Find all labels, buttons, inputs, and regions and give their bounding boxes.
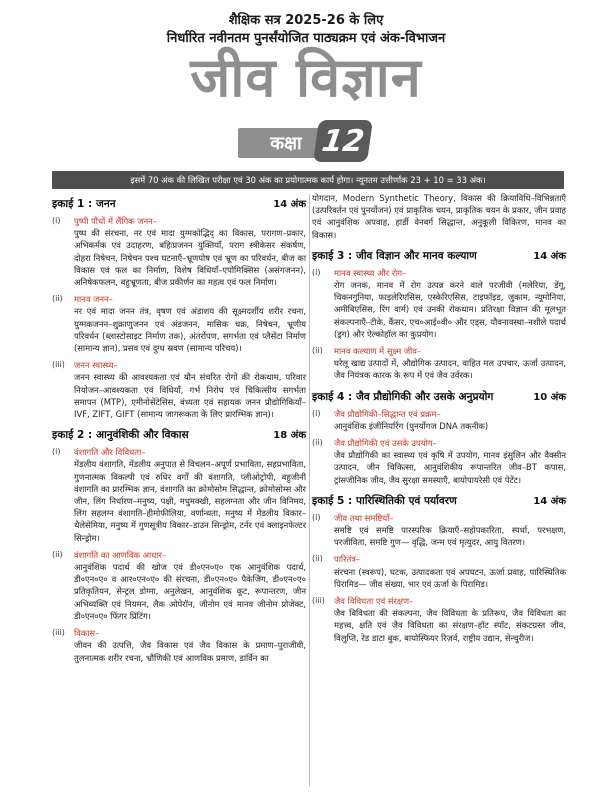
subsection-heading	[52, 293, 306, 305]
subsection-title: मानव स्वास्थ्य और रोग–	[334, 267, 407, 278]
unit-4-heading	[312, 390, 566, 405]
subsection-heading	[312, 553, 566, 565]
unit-2-heading	[52, 428, 306, 443]
unit-marks: 10 अंक	[533, 391, 566, 403]
left-column	[52, 194, 306, 664]
unit-3-heading	[312, 249, 566, 264]
unit-5-heading	[312, 494, 566, 509]
subsection-title: जैव विविधता एवं संरक्षण–	[334, 596, 414, 607]
subsection-heading	[312, 408, 566, 420]
subsection-title: जीव तथा समष्टियाँ–	[334, 512, 394, 523]
class-label: कक्षा	[238, 128, 334, 158]
subject-title: जीव विज्ञान	[190, 46, 422, 109]
subsection-title: मानव कल्याण में सूक्ष्म जीव–	[334, 346, 422, 357]
subsection-number: (i)	[312, 267, 321, 277]
subsection-heading	[52, 549, 306, 561]
unit-title: इकाई 1 : जनन	[52, 198, 116, 210]
subsection-number: (i)	[312, 408, 321, 418]
unit-marks: 14 अंक	[533, 495, 566, 507]
session-line: शैक्षिक सत्र 2025-26 के लिए	[228, 13, 384, 28]
subsection-number: (iii)	[312, 596, 325, 606]
subsection-text: जीवन की उत्पत्ति, जैव विकास एवं जैव विकास के प्रमाण–पुराजीवी, तुलनात्मक शरीर रचना, भ्रौणिकी एवं आणविक प्रमाण, डार्विन का	[74, 640, 306, 663]
subsection-number: (ii)	[312, 554, 323, 564]
subsection-number: (ii)	[312, 346, 323, 356]
subsection-text: घरेलू खाद्य उत्पादों में, औद्योगिक उत्पादन, वाहित मल उपचार, ऊर्जा उत्पादन, जैव नियंत्रक कारक के रूप में एवं जैव उर्वरक।	[334, 358, 566, 381]
subsection-text: समष्टि एवं समष्टि पारस्परिक क्रियाएँ–सहोपकारिता, स्पर्धा, परभक्षण, परजीविता, समष्टि गुण— वृद्धि, जन्म एवं मृत्युदर, आयु वितरण।	[334, 525, 566, 548]
subsection-text: मेंडलीय वंशागति, मेंडलीय अनुपात से विचलन–अपूर्ण प्रभाविता, सहप्रभाविता, गुणनात्मक विकल्पी एवं रुधिर वर्गों की वंशागति, प्लीओट्रोपी, बहुजीनी वंशागति का प्रारम्भिक ज्ञान, वंशागति का क्रोमोसोम सिद्धान्त, क्रोमोसोम्स और जीन, लिंग निर्धारण–मनुष्य, पक्षी, मधुमक्खी, सहलग्नता और जीन विनिमय, लिंग सहलग्न वंशागति–हीमोफीलिया, वर्णान्धता, मनुष्य में मेंडलीय विकार– थैलेसेमिया, मनुष्य में गुणसूत्रीय विकार–डाउन सिन्ड्रोम, टर्नर एवं क्लाइनफेल्टर सिन्ड्रोम।	[74, 459, 306, 543]
subsection-title: विकास–	[74, 628, 100, 639]
subsection-number: (i)	[52, 216, 61, 225]
subsection-title: जैव प्रौद्योगिकी–सिद्धान्त एवं प्रक्रम–	[334, 408, 441, 419]
subsection-text: पुष्प की संरचना, नर एवं मादा युग्मकोद्भिद् का विकास, परागण–प्रकार, अभिकर्मक एवं उदाहरण, बहिःप्रजनन युक्तियाँ, पराग स्त्रीकेसर संकर्षण, दोहरा निषेचन, निषेचन पश्च घटनाएँ–भ्रूणपोष एवं भ्रूण का परिवर्धन, बीज का विकास एवं फल का निर्माण, विशेष विधियाँ–एपोमिक्सिस (असंगजनन), अनिषेकफलन, बहुभ्रूणता, बीज प्रकीर्णन का महत्व एवं फल निर्माण।	[74, 228, 306, 288]
unit-title: इकाई 3 : जीव विज्ञान और मानव कल्याण	[312, 249, 477, 262]
class-badge	[238, 120, 370, 162]
subsection-text: जैव प्रौद्योगिकी का स्वास्थ्य एवं कृषि में उपयोग, मानव इंसुलिन और वैक्सीन उत्पादन, जीन चिकित्सा, आनुवंशिकीय रूपान्तरित जीव–BT कपास, ट्रांसजीनिक जीव, जैव सुरक्षा समस्याएँ, बायोपायरेसी एवं पेटेंट।	[334, 450, 566, 485]
unit-1-heading	[52, 197, 306, 212]
unit-title: इकाई 5 : पारिस्थितिकी एवं पर्यावरण	[312, 494, 457, 507]
subsection-text: आनुवंशिक पदार्थ की खोज एवं डी०एन०ए० एक आनुवंशिक पदार्थ, डी०एन०ए० व आर०एन०ए० की संरचना, डी०एन०ए० पैकेजिंग, डी०एन०ए० प्रतिकृतियन, सेन्ट्रल डोग्मा, अनुलेखन, आनुवंशिक कूट, रूपान्तरण, जीन अभिव्यक्ति एवं नियमन, लैक ओपेरॉन, जीनोम एवं मानव जीनोम प्रोजेक्ट, डी०एन०ए० फिंगर प्रिंटिंग।	[74, 562, 306, 621]
subsection-number: (iii)	[52, 628, 65, 638]
subsection-heading	[52, 359, 306, 371]
right-column	[312, 192, 566, 644]
subsection-number: (i)	[312, 512, 321, 522]
unit-marks: 14 अंक	[533, 250, 566, 262]
subsection-text: जैव विविधता की संकल्पना, जैव विविधता के प्रतिरूप, जैव विविधता का महत्त्व, क्षति एवं जैव विविधता का संरक्षण–हॉट स्पॉट, संकटग्रस्त जीव, विलुप्ति, रेड डाटा बुक, बायोस्फियर रिज़र्व, राष्ट्रीय उद्यान, सेन्चुरीज।	[334, 608, 566, 643]
subsection-number: (i)	[52, 447, 61, 457]
unit-marks: 14 अंक	[273, 199, 306, 210]
subsection-title: मानव जनन–	[74, 294, 113, 305]
subsection-number: (ii)	[52, 549, 63, 559]
subsection-heading	[312, 345, 566, 357]
subsection-text: नर एवं मादा जनन तंत्र, वृषण एवं अंडाशय की सूक्ष्मदर्शीय शरीर रचना, युग्मकजनन–शुक्राणुजनन एवं अंडजनन, मासिक चक्र, निषेचन, भ्रूणीय परिवर्धन (ब्लास्टोसाइट निर्माण तक), अंतर्रोपण, सगर्भता एवं प्लैसेंटा निर्माण (सामान्य ज्ञान), प्रसव एवं दुग्ध स्रवण (सामान्य परिचय)।	[74, 306, 306, 354]
subsection-number: (ii)	[52, 294, 63, 304]
subsection-title: वंशागति का आणविक आधार–	[74, 549, 167, 560]
subsection-number: (ii)	[312, 438, 323, 448]
unit-marks: 18 अंक	[273, 430, 306, 442]
subsection-heading	[52, 215, 306, 227]
subsection-heading	[52, 446, 306, 458]
marks-notice: इसमें 70 अंक की लिखित परीक्षा एवं 30 अंक का प्रयोगात्मक कार्य होगा। न्यूनतम उत्तीर्णांक 23 + 10 = 33 अंक।	[52, 171, 564, 189]
subsection-title: जैव प्रौद्योगिकी एवं उसके उपयोग–	[334, 438, 437, 449]
subsection-number: (iii)	[52, 360, 65, 370]
class-number: 12	[313, 120, 373, 162]
subsection-heading	[312, 595, 566, 607]
subsection-text: संरचना (स्वरूप), घटक, उत्पादकता एवं अपघटन, ऊर्जा प्रवाह, पारिस्थितिक पिरामिड— जीव संख्या, भार एवं ऊर्जा के पिरामिड।	[334, 566, 566, 589]
subsection-title: वंशागति और विविधता–	[74, 447, 146, 458]
subsection-title: पारितंत्र–	[334, 554, 361, 565]
subsection-text: आनुवंशिक इंजीनियरिंग (पुनर्योगज DNA तकनीक)	[334, 420, 489, 431]
subsection-text: जनन स्वास्थ्य की आवश्यकता एवं यौन संचरित रोगों की रोकथाम, परिवार नियोजन–आवश्यकता एवं विधियाँ, गर्भ निरोध एवं चिकित्सीय सगर्भता समापन (MTP), एमीनोसेंटेसिस, बंध्यता एवं सहायक जनन प्रौद्योगिकियाँ–IVF, ZIFT, GIFT (सामान्य जागरूकता के लिए प्रारम्भिक ज्ञान)।	[74, 372, 306, 420]
subsection-title: पुष्पी पौधों में लैंगिक जनन–	[74, 216, 157, 226]
unit-title: इकाई 2 : आनुवंशिकी और विकास	[52, 429, 189, 442]
continued-text: योगदान, Modern Synthetic Theory, विकास की क्रियाविधि–विभिन्नताएँ (उत्परिवर्तन एवं पुनर्योजन) एवं प्राकृतिक चयन, प्राकृतिक चयन के प्रकार, जीन प्रवाह एवं आनुवंशिक अपवाह, हार्डी वेनबर्ग सिद्धान्त, अनुकूली विकिरण, मानव का विकास।	[312, 193, 566, 240]
syllabus-line: निर्धारित नवीनतम पुनर्संयोजित पाठ्यक्रम एवं अंक-विभाजन	[166, 31, 446, 46]
subsection-heading	[312, 437, 566, 449]
unit-title: इकाई 4 : जैव प्रौद्योगिकी और उसके अनुप्रयोग	[312, 390, 494, 403]
subsection-text: रोग जनक, मानव में रोग उत्पन्न करने वाले परजीवी (मलेरिया, डेंगू, चिकनगुनिया, फाइलेरिएसिस, एस्केरिएसिस, टाइफॉइड, जुकाम, न्यूमोनिया, अमीबिएसिस, रिंग वार्म) एवं उनकी रोकथाम। प्रतिरक्षा विज्ञान की मूलभूत संकल्पनाएँ–टीके, कैंसर, एच०आई०वी० और एड्स, यौवनावस्था–नशीले पदार्थ (ड्रग) और ऐल्कोहॉल का कुप्रयोग।	[334, 280, 566, 339]
subsection-heading	[312, 267, 566, 279]
subsection-heading	[312, 512, 566, 524]
column-divider	[309, 194, 310, 786]
subsection-heading	[52, 627, 306, 639]
subsection-title: जनन स्वास्थ्य–	[74, 360, 118, 371]
